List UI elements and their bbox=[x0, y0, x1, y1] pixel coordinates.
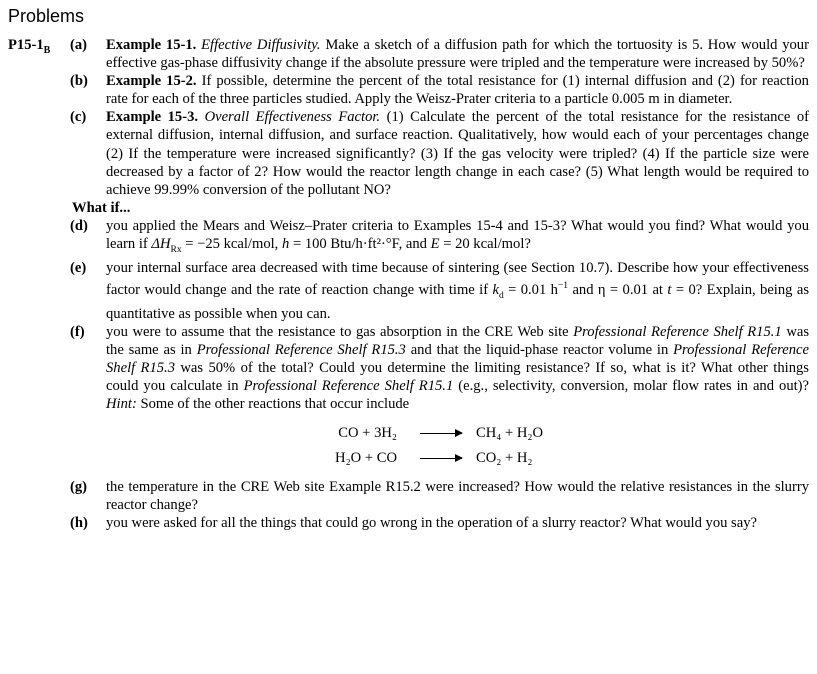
part-label: (e) bbox=[70, 260, 87, 277]
equation-lhs: CO + 3H₂ bbox=[338, 424, 397, 441]
part-f bbox=[0, 323, 817, 413]
section-title: Problems bbox=[8, 6, 85, 26]
part-e bbox=[0, 259, 817, 323]
part-text: Example 15-3. Overall Effectiveness Factor. (1) Calculate the percent of the total resistance for the resistance of external diffusion, internal diffusion, and surface reaction. Qualitatively, how would each of your percentages change (2) If the temperature were increased significantly? (3) If the gas velocity were tripled? (4) If the particle size were decreased by a factor of 2? How would the reactor length change in each case? (5) What length would be required to achieve 99.99% conversion of the pollutant NO? bbox=[106, 109, 809, 198]
part-text: the temperature in the CRE Web site Example R15.2 were increased? How would the relative resistances in the slurry reactor change? bbox=[106, 478, 809, 513]
part-label: (g) bbox=[70, 478, 88, 495]
part-text: Example 15-1. Effective Diffusivity. Make a sketch of a diffusion path for which the tortuosity is 5. How would your effective gas-phase diffusivity change if the absolute pressure were tripled and the temperature were increased by 50%? bbox=[106, 37, 809, 72]
part-text: Example 15-2. If possible, determine the percent of the total resistance for (1) internal diffusion and (2) for reaction rate for each of the three particles studied. Apply the Weisz-Prater criteria to a particle 0.005 m in diameter. bbox=[106, 73, 809, 108]
part-h bbox=[0, 514, 817, 532]
problem-number: $P15-1_B$ bbox=[8, 37, 51, 56]
part-text: your internal surface area decreased with time because of sintering (see Section 10.7). Describe how your effectiveness factor would change and the rate of reaction change with time if $k_d = 0.01$ $h^{-1}$ and η = 0.01 at t = 0? Explain, being as quantitative as possible when you can. bbox=[106, 260, 809, 322]
part-a bbox=[0, 36, 817, 72]
equation-rhs: CO₂ + H₂ bbox=[476, 449, 533, 466]
equation-rhs: CH₄ + H₂O bbox=[476, 424, 544, 441]
part-b bbox=[0, 72, 817, 108]
equation bbox=[0, 421, 817, 446]
part-text: you were to assume that the resistance to gas absorption in the CRE Web site Professional Reference Shelf R15.1 was the same as in Professional Reference Shelf R15.3 and that the liquid-phase reactor volume in Professional Reference Shelf R15.3 was 50% of the total? Could you determine the limiting resistance? If so, what is it? What other things could you calculate in Professional Reference Shelf R15.1 (e.g., selectivity, conversion, molar flow rates in and out)? Hint: Some of the other reactions that occur include bbox=[106, 324, 810, 413]
part-label: (b) bbox=[70, 73, 88, 90]
part-text: you applied the Mears and Weisz–Prater criteria to Examples 15-4 and 15-3? What would you find? What would you learn if $\Delta H_{Rx} = -25$ kcal/mol, h = 100 Btu/h·ft²·°F, and E = 20 kcal/mol? bbox=[106, 217, 809, 255]
part-d bbox=[0, 217, 817, 259]
part-text: you were asked for all the things that could go wrong in the operation of a slurry reactor? What would you say? bbox=[106, 514, 757, 531]
part-label: (f) bbox=[70, 324, 85, 341]
part-c bbox=[0, 108, 817, 198]
part-label: (h) bbox=[70, 514, 88, 531]
reaction-equations bbox=[0, 421, 817, 471]
part-label: (a) bbox=[70, 37, 88, 53]
reaction-arrow-icon bbox=[420, 458, 462, 459]
part-g bbox=[0, 478, 817, 514]
equation-lhs: H₂O + CO bbox=[335, 449, 397, 466]
reaction-arrow-icon bbox=[420, 433, 462, 434]
part-label: (d) bbox=[70, 217, 88, 234]
problem-content bbox=[0, 36, 817, 532]
equation bbox=[0, 446, 817, 471]
part-label: (c) bbox=[70, 109, 87, 126]
what-if-heading: What if... bbox=[72, 199, 131, 216]
